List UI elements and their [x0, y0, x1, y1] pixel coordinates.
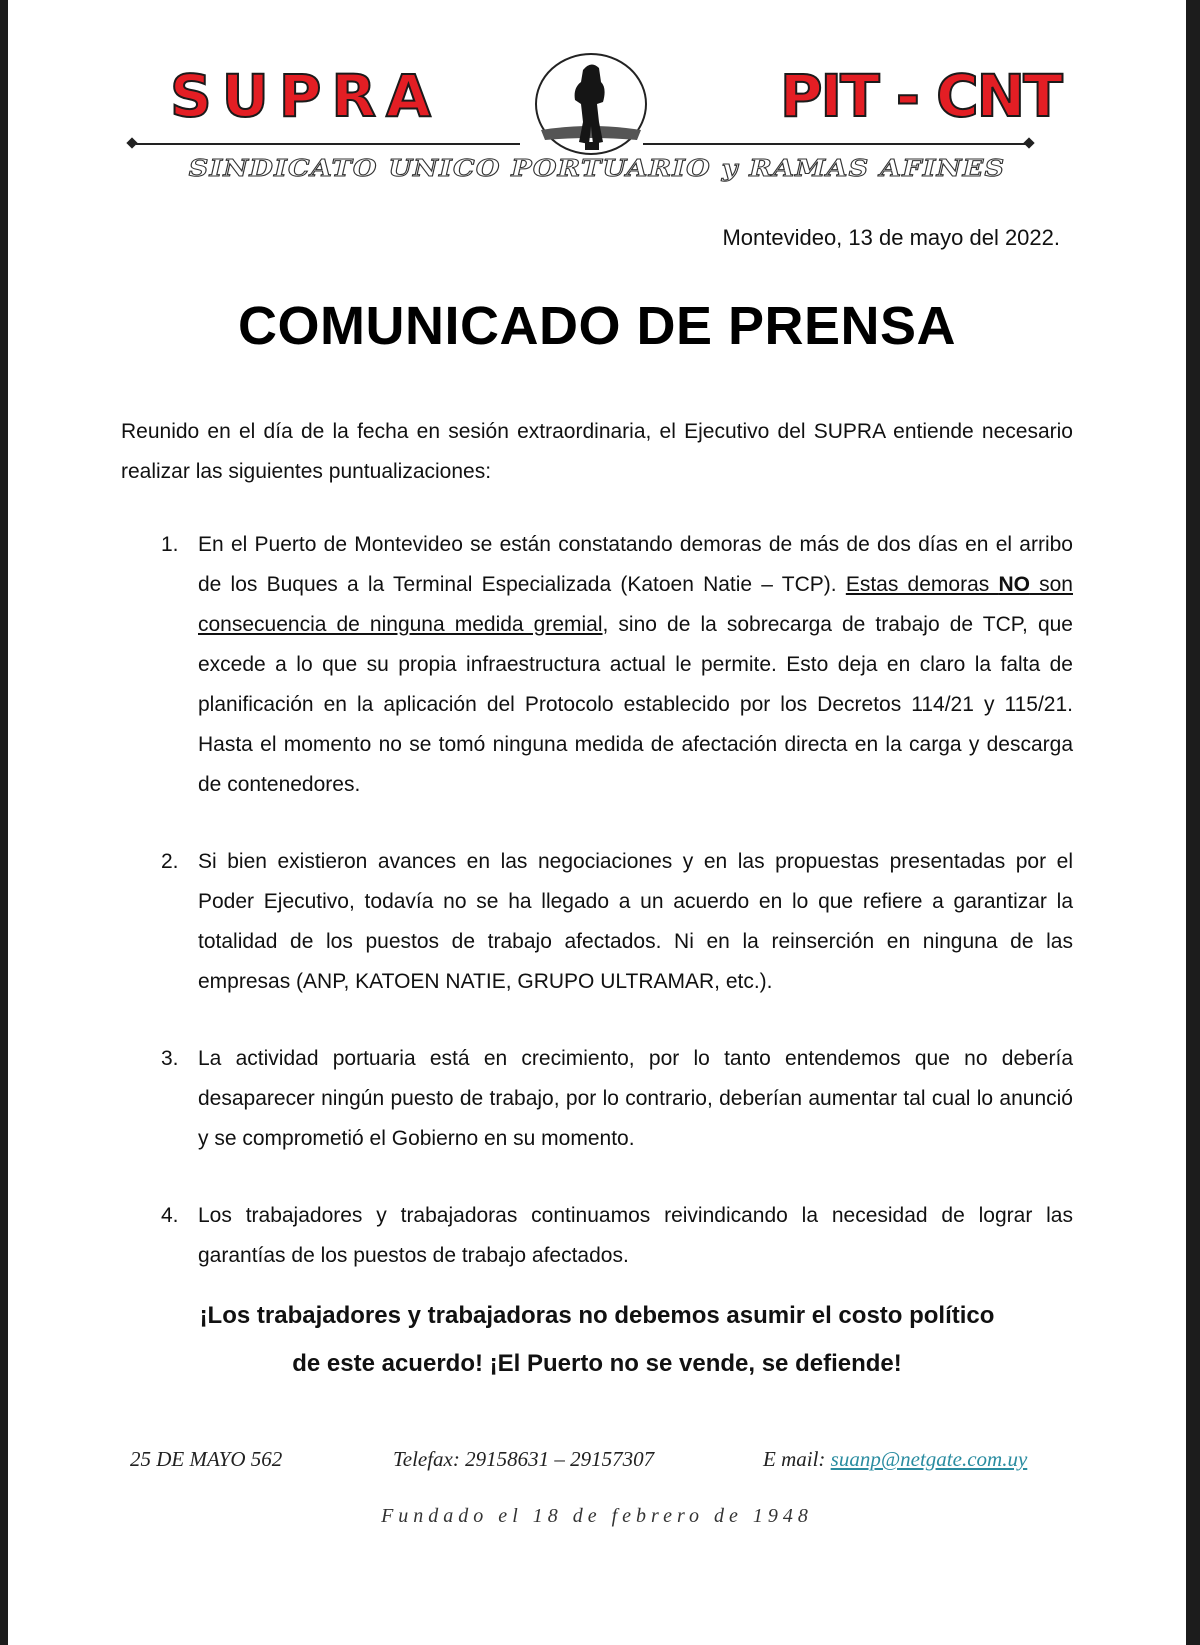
- item-text: La actividad portuaria está en crecimiento, por lo tanto entendemos que no debería desaparecer ningún puesto de trabajo, por lo contrario, deberían aumentar tal cual lo anunció y se comprometió el Gobierno en su momento.: [198, 1047, 1073, 1150]
- header-rule-right: [643, 143, 1027, 145]
- rule-ornament: [1023, 137, 1034, 148]
- list-item: [121, 1039, 1073, 1159]
- list-item: [121, 842, 1073, 1002]
- footer-address: 25 DE MAYO 562: [130, 1447, 283, 1471]
- document-page: [8, 0, 1186, 1645]
- union-full-name: SINDICATO UNICO PORTUARIO y RAMAS AFINES: [188, 155, 1006, 182]
- email-label: E mail:: [763, 1447, 831, 1471]
- item-text-part: Estas demoras: [845, 573, 999, 596]
- points-list: [121, 525, 1073, 1313]
- closing-statement: [8, 1292, 1186, 1388]
- closing-line: de este acuerdo! ¡El Puerto no se vende, se defiende!: [292, 1350, 902, 1377]
- closing-line: ¡Los trabajadores y trabajadoras no debemos asumir el costo político: [199, 1302, 995, 1329]
- item-text-part: En el Puerto de Montevideo se están constatando demoras de más de dos días en el arribo de los Buques a la Terminal Especializada (Katoen Natie – TCP).: [198, 533, 1073, 596]
- item-text: Si bien existieron avances en las negociaciones y en las propuestas presentadas por el Poder Ejecutivo, todavía no se ha llegado a un acuerdo en lo que refiere a garantizar la totalidad de los puestos de trabajo afectados. Ni en la reinserción en ninguna de las empresas (ANP, KATOEN NATIE, GRUPO ULTRAMAR, etc.).: [198, 850, 1073, 993]
- item-number: 3.: [161, 1047, 179, 1070]
- emphasis-no: NO: [998, 573, 1030, 596]
- port-worker-statue-icon: [533, 52, 649, 156]
- item-number: 1.: [161, 533, 179, 556]
- supra-logo-text: SUPRA: [170, 62, 441, 130]
- item-number: 2.: [161, 850, 179, 873]
- pit-cnt-logo-text: PIT - CNT: [780, 62, 1061, 130]
- item-text: Los trabajadores y trabajadoras continuamos reivindicando la necesidad de lograr las garantías de los puestos de trabajo afectados.: [198, 1204, 1073, 1267]
- item-text-part: son consecuencia de ninguna medida gremial: [198, 573, 1073, 636]
- list-item: [121, 1196, 1073, 1276]
- email-link[interactable]: suanp@netgate.com.uy: [830, 1447, 1028, 1471]
- item-text-part: , sino de la sobrecarga de trabajo de TCP, que excede a lo que su propia infraestructura actual le permite. Esto deja en claro la falta de planificación en la aplicación del Protocolo establecido por los Decretos 114/21 y 115/21. Hasta el momento no se tomó ninguna medida de afectación directa en la carga y descarga de contenedores.: [198, 613, 1073, 796]
- item-number: 4.: [161, 1204, 179, 1227]
- footer-email: [763, 1447, 1027, 1472]
- list-item: [121, 525, 1073, 805]
- founded-date: Fundado el 18 de febrero de 1948: [381, 1505, 813, 1527]
- document-title: COMUNICADO DE PRENSA: [237, 296, 957, 356]
- document-date: Montevideo, 13 de mayo del 2022.: [722, 225, 1060, 250]
- item-text: [198, 525, 1073, 805]
- intro-paragraph: Reunido en el día de la fecha en sesión extraordinaria, el Ejecutivo del SUPRA entiende necesario realizar las siguientes puntualizaciones:: [121, 420, 1073, 483]
- letterhead: [8, 0, 1186, 200]
- footer-phone: Telefax: 29158631 – 29157307: [393, 1447, 655, 1471]
- header-rule-left: [136, 143, 520, 145]
